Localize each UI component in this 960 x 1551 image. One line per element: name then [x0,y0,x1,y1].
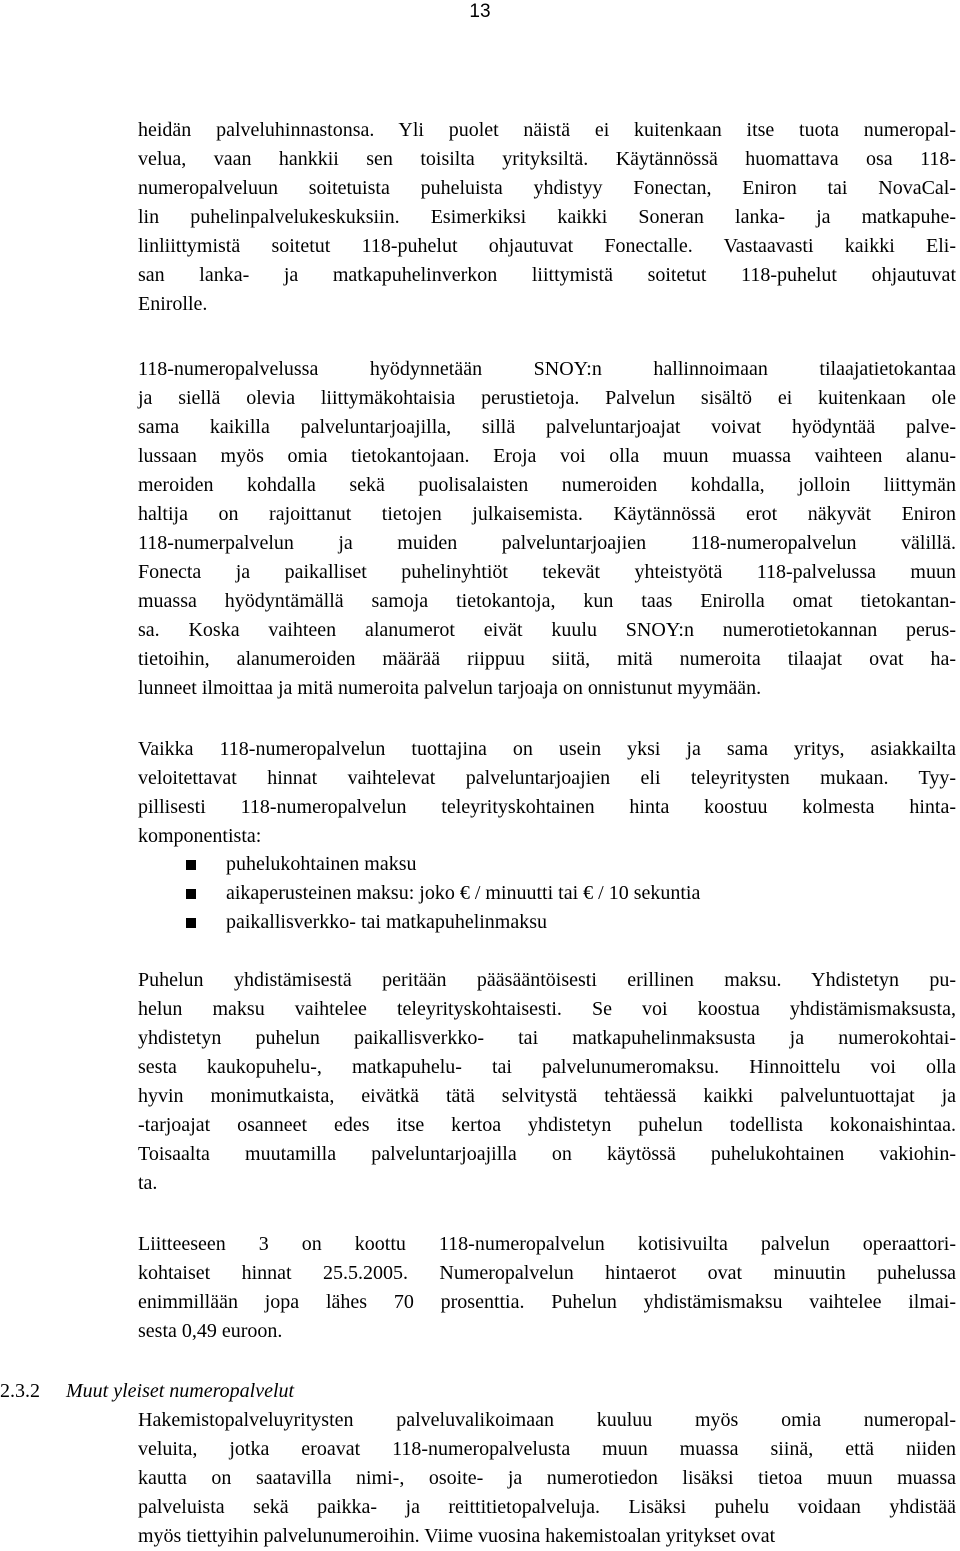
bullet-list [186,850,700,937]
section-heading [0,1377,294,1406]
text-line: muassa hyödyntämällä samoja tietokantoja, kun taas Enirolla omat tietokantan- [138,590,956,612]
text-line: sama kaikilla palveluntarjoajilla, sillä palveluntarjoajat voivat hyödyntää palve- [138,416,956,438]
paragraph-1 [138,116,956,319]
list-item [186,850,700,879]
text-line: san lanka- ja matkapuhelinverkon liittymistä soitetut 118-puhelut ohjautuvat [138,264,956,286]
text-line: hyvin monimutkaista, eivätkä tätä selvitystä tehtäessä kaikki palveluntuottajat ja [138,1085,956,1107]
text-line: lussaan myös omia tietokantojaan. Eroja voi olla muun muassa vaihteen alanu- [138,445,956,467]
text-line: enimmillään jopa lähes 70 prosenttia. Puhelun yhdistämismaksu vaihtelee ilmai- [138,1291,956,1313]
text-line: lunneet ilmoittaa ja mitä numeroita palvelun tarjoaja on onnistunut myymään. [138,677,762,699]
text-line: lin puhelinpalvelukeskuksiin. Esimerkiksi kaikki Soneran lanka- ja matkapuhe- [138,206,956,228]
text-line: helun maksu vaihtelee teleyrityskohtaisesti. Se voi koostua yhdistämismaksusta, [138,998,956,1020]
text-line: kohtaiset hinnat 25.5.2005. Numeropalvelun hintaerot ovat minuutin puhelussa [138,1262,956,1284]
text-line: veloitettavat hinnat vaihtelevat palveluntarjoajien eli teleyritysten mukaan. Tyy- [138,767,956,789]
text-line: tietoihin, alanumeroiden määrää riippuu siitä, mitä numeroita tilaajat ovat ha- [138,648,956,670]
text-line: linliittymistä soitetut 118-puhelut ohjautuvat Fonectalle. Vastaavasti kaikki Eli- [138,235,956,257]
text-line: Vaikka 118-numeropalvelun tuottajina on usein yksi ja sama yritys, asiakkailta [138,738,956,760]
list-item-text: puhelukohtainen maksu [226,853,417,875]
section-title: Muut yleiset numeropalvelut [66,1380,295,1402]
text-line: sa. Koska vaihteen alanumerot eivät kuulu SNOY:n numerotietokannan perus- [138,619,956,641]
text-line: myös tiettyihin palvelunumeroihin. Viime vuosina hakemistoalan yritykset ovat [138,1525,776,1547]
text-line: komponentista: [138,825,262,847]
text-line: heidän palveluhinnastonsa. Yli puolet näistä ei kuitenkaan itse tuota numeropal- [138,119,956,141]
text-line: palveluista sekä paikka- ja reittitietopalveluja. Lisäksi puhelu voidaan yhdistää [138,1496,956,1518]
square-bullet-icon [186,889,196,899]
text-line: Puhelun yhdistämisestä peritään pääsääntöisesti erillinen maksu. Yhdistetyn pu- [138,969,956,991]
text-line: yhdistetyn puhelun paikallisverkko- tai matkapuhelinmaksusta ja numerokohtai- [138,1027,956,1049]
text-line: Toisaalta muutamilla palveluntarjoajilla on käytössä puhelukohtainen vakiohin- [138,1143,956,1165]
text-line: ta. [138,1172,158,1194]
text-line: sesta 0,49 euroon. [138,1320,283,1342]
text-line: 118-numerpalvelun ja muiden palveluntarjoajien 118-numeropalvelun välillä. [138,532,956,554]
list-item [186,879,700,908]
square-bullet-icon [186,918,196,928]
text-line: Hakemistopalveluyritysten palveluvalikoimaan kuuluu myös omia numeropal- [138,1409,956,1431]
paragraph-2 [138,355,956,703]
text-line: meroiden kohdalla sekä puolisalaisten numeroiden kohdalla, jolloin liittymän [138,474,956,496]
paragraph-4 [138,966,956,1198]
text-line: -tarjoajat osanneet edes itse kertoa yhdistetyn puhelun todellista kokonaishintaa. [138,1114,956,1136]
text-line: kautta on saatavilla nimi-, osoite- ja numerotiedon lisäksi tietoa muun muassa [138,1467,956,1489]
square-bullet-icon [186,860,196,870]
text-line: Liitteeseen 3 on koottu 118-numeropalvelun kotisivuilta palvelun operaattori- [138,1233,956,1255]
paragraph-3 [138,735,956,851]
text-line: Fonecta ja paikalliset puhelinyhtiöt tekevät yhteistyötä 118-palvelussa muun [138,561,956,583]
paragraph-5 [138,1230,956,1346]
text-line: Enirolle. [138,293,208,315]
text-line: sesta kaukopuhelu-, matkapuhelu- tai palvelunumeromaksu. Hinnoittelu voi olla [138,1056,956,1078]
page-number: 13 [469,1,491,22]
text-line: pillisesti 118-numeropalvelun teleyrityskohtainen hinta koostuu kolmesta hinta- [138,796,956,818]
text-line: 118-numeropalvelussa hyödynnetään SNOY:n hallinnoimaan tilaajatietokantaa [138,358,956,380]
list-item-text: paikallisverkko- tai matkapuhelinmaksu [226,911,548,933]
paragraph-6 [138,1406,956,1551]
text-line: numeropalveluun soitetuista puheluista yhdistyy Fonectan, Eniron tai NovaCal- [138,177,956,199]
section-number: 2.3.2 [0,1380,40,1402]
text-line: haltija on rajoittanut tietojen julkaisemista. Käytännössä erot näkyvät Eniron [138,503,956,525]
text-line: velua, vaan hankkii sen toisilta yrityksiltä. Käytännössä huomattava osa 118- [138,148,956,170]
text-line: veluita, jotka eroavat 118-numeropalvelusta muun muassa siinä, että niiden [138,1438,956,1460]
list-item [186,908,700,937]
text-line: ja siellä olevia liittymäkohtaisia perustietoja. Palvelun sisältö ei kuitenkaan ole [138,387,956,409]
list-item-text: aikaperusteinen maksu: joko € / minuutti tai € / 10 sekuntia [226,882,701,904]
